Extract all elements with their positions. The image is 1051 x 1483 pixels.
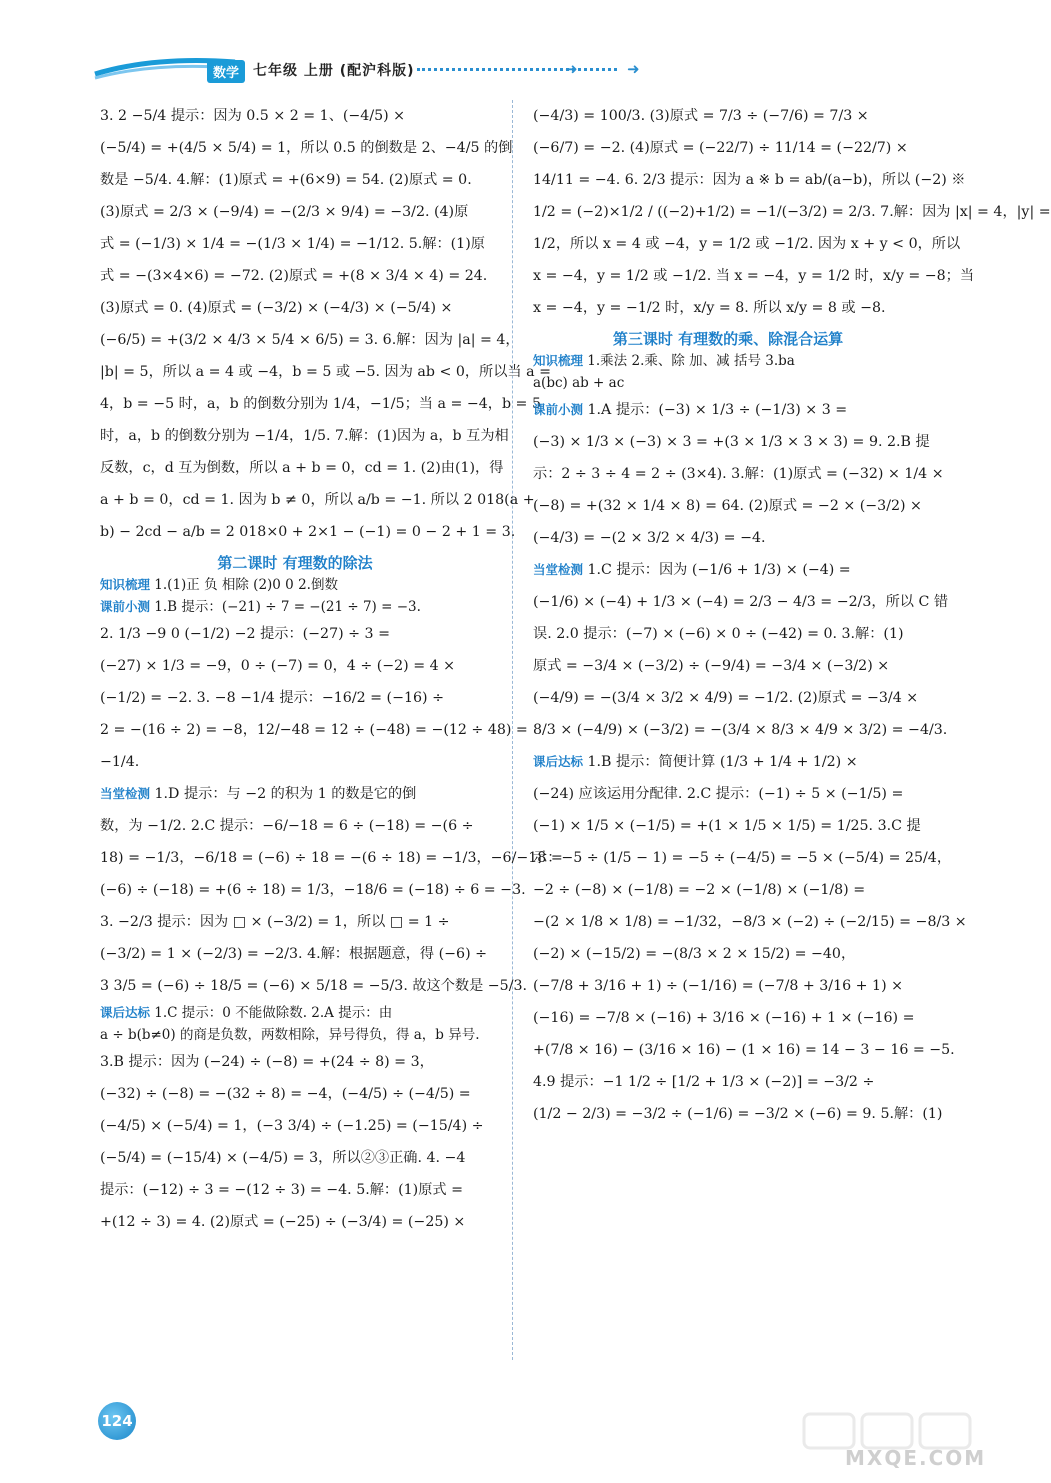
line-text: (−1/6) × (−4) + 1/3 × (−4) = 2/3 − 4/3 = −2/3，所以 C 错 <box>533 594 949 610</box>
line-text: +(7/8 × 16) − (3/16 × 16) − (1 × 16) = 14 − 3 − 16 = −5. <box>533 1042 955 1058</box>
line-text: +(12 ÷ 3) = 4. (2)原式 = (−25) ÷ (−3/4) = (−25) × <box>100 1214 466 1230</box>
header-dotted-line <box>417 68 617 71</box>
line-text: 原式 = −3/4 × (−3/2) ÷ (−9/4) = −3/4 × (−3/2) × <box>533 658 890 674</box>
answer-line <box>100 388 541 420</box>
answer-line <box>533 522 923 554</box>
line-text: 3.B 提示：因为 (−24) ÷ (−8) = +(24 ÷ 8) = 3， <box>100 1054 434 1070</box>
answer-line <box>100 1078 490 1110</box>
watermark-text: MXQE.COM <box>845 1446 987 1470</box>
line-text: 1.A 提示：(−3) × 1/3 ÷ (−1/3) × 3 = <box>583 402 848 418</box>
answer-line <box>100 574 490 596</box>
answer-line <box>533 842 952 874</box>
answer-line <box>533 938 923 970</box>
line-text: (−4/3) = −(2 × 3/2 × 4/3) = −4. <box>533 530 766 546</box>
answer-line <box>100 1174 490 1206</box>
book-info: 七年级 上册 (配沪科版) <box>253 63 415 79</box>
arrow-right-icon: ➜ <box>627 60 640 78</box>
line-text: (−2) × (−15/2) = −(8/3 × 2 × 15/2) = −40， <box>533 946 856 962</box>
answer-line <box>100 260 490 292</box>
line-text: −2 ÷ (−8) × (−1/8) = −2 × (−1/8) × (−1/8) = <box>533 882 866 898</box>
answer-line <box>100 164 490 196</box>
line-text: a ÷ b(b≠0) 的商是负数，两数相除，异号得负，得 a，b 异号. <box>100 1027 480 1043</box>
line-text: x = −4，y = −1/2 时，x/y = 8. 所以 x/y = 8 或 −8. <box>533 300 886 316</box>
answer-line <box>100 874 526 906</box>
line-text: (3)原式 = 0. (4)原式 = (−3/2) × (−4/3) × (−5/4) × <box>100 300 453 316</box>
line-text: 时，a，b 的倒数分别为 −1/4，1/5. 7.解：(1)因为 a，b 互为相 <box>100 428 509 444</box>
line-text: (−4/9) = −(3/4 × 3/2 × 4/9) = −1/2. (2)原式 = −3/4 × <box>533 690 919 706</box>
answer-line <box>533 228 961 260</box>
line-text: 4.9 提示：−1 1/2 ÷ [1/2 + 1/3 × (−2)] = −3/2 ÷ <box>533 1074 875 1090</box>
answer-line <box>100 682 490 714</box>
line-text: 数，为 −1/2. 2.C 提示：−6/−18 = 6 ÷ (−18) = −(6 ÷ <box>100 818 474 834</box>
answer-line <box>533 132 923 164</box>
left-column <box>100 100 563 1238</box>
answer-line <box>100 228 490 260</box>
answer-line <box>533 1066 923 1098</box>
line-text: 示：−5 ÷ (1/5 − 1) = −5 ÷ (−4/5) = −5 × (−5/4) = 25/4， <box>533 850 952 866</box>
line-text: b) − 2cd − a/b = 2 018×0 + 2×1 − (−1) = 0 − 2 + 1 = 3. <box>100 524 516 540</box>
answer-line <box>533 490 923 522</box>
answer-line <box>100 100 490 132</box>
answer-line <box>533 682 923 714</box>
line-text: 1.C 提示：因为 (−1/6 + 1/3) × (−4) = <box>583 562 851 578</box>
section-tag: 当堂检测 <box>533 562 584 577</box>
right-column <box>533 100 1051 1130</box>
line-text: (−4/5) × (−5/4) = 1，(−3 3/4) ÷ (−1.25) = (−15/4) ÷ <box>100 1118 484 1134</box>
answer-line <box>533 778 923 810</box>
answer-line <box>100 196 490 228</box>
line-text: (−6/5) = +(3/2 × 4/3 × 5/4 × 6/5) = 3. 6.解：因为 |a| = 4， <box>100 332 520 348</box>
answer-line <box>533 350 923 372</box>
answer-line <box>100 746 490 778</box>
answer-line <box>100 1024 490 1046</box>
section-tag: 知识梳理 <box>533 353 584 368</box>
line-text: 第二课时 有理数的除法 <box>217 554 373 572</box>
line-text: (−6/7) = −2. (4)原式 = (−22/7) ÷ 11/14 = (−22/7) × <box>533 140 908 156</box>
subject-badge: 数学 <box>207 60 245 83</box>
answer-line <box>533 372 923 394</box>
line-text: a + b = 0，cd = 1. 因为 b ≠ 0，所以 a/b = −1. 所以 2 018(a + <box>100 492 535 508</box>
line-text: 1.B 提示：简便计算 (1/3 + 1/4 + 1/2) × <box>583 754 858 770</box>
answer-line <box>100 906 490 938</box>
answer-line <box>533 970 923 1002</box>
answer-line <box>100 778 490 810</box>
line-text: 2 = −(16 ÷ 2) = −8，12/−48 = 12 ÷ (−48) = −(12 ÷ 48) = <box>100 722 528 738</box>
line-text: (−4/3) = 100/3. (3)原式 = 7/3 ÷ (−7/6) = 7/3 × <box>533 108 869 124</box>
line-text: 18) = −1/3，−6/18 = (−6) ÷ 18 = −(6 ÷ 18) = −1/3，−6/−18 = <box>100 850 563 866</box>
answer-line <box>533 1002 923 1034</box>
line-text: 2. 1/3 −9 0 (−1/2) −2 提示：(−27) ÷ 3 = <box>100 626 390 642</box>
page-number: 124 <box>101 1412 133 1430</box>
line-text: −1/4. <box>100 754 140 770</box>
line-text: x = −4，y = 1/2 或 −1/2. 当 x = −4，y = 1/2 时，x/y = −8；当 <box>533 268 975 284</box>
answer-line <box>533 164 966 196</box>
section-tag: 课前小测 <box>533 402 584 417</box>
answer-line <box>100 324 520 356</box>
answer-line <box>100 714 528 746</box>
section-tag: 课后达标 <box>533 754 584 769</box>
line-text: 3. 2 −5/4 提示：因为 0.5 × 2 = 1、(−4/5) × <box>100 108 406 124</box>
line-text: (−16) = −7/8 × (−16) + 3/16 × (−16) + 1 × (−16) = <box>533 1010 915 1026</box>
answer-line <box>100 618 490 650</box>
answer-line <box>100 650 490 682</box>
answer-line <box>533 292 923 324</box>
line-text: (−1/2) = −2. 3. −8 −1/4 提示：−16/2 = (−16) ÷ <box>100 690 444 706</box>
line-text: (−24) 应该运用分配律. 2.C 提示：(−1) ÷ 5 × (−1/5) = <box>533 786 904 802</box>
section-tag: 知识梳理 <box>100 577 151 592</box>
arrow-right-icon: ➜ <box>565 60 578 78</box>
line-text: (−3/2) = 1 × (−2/3) = −2/3. 4.解：根据题意，得 (−6) ÷ <box>100 946 487 962</box>
answer-line <box>100 938 490 970</box>
line-text: 1.D 提示：与 −2 的积为 1 的数是它的倒 <box>150 786 417 802</box>
line-text: |b| = 5，所以 a = 4 或 −4，b = 5 或 −5. 因为 ab < 0，所以当 a = <box>100 364 551 380</box>
answer-line <box>100 596 490 618</box>
answer-line <box>533 458 944 490</box>
line-text: 4，b = −5 时，a，b 的倒数分别为 1/4，−1/5；当 a = −4，b = 5 <box>100 396 541 412</box>
answer-line <box>533 714 948 746</box>
answer-line <box>533 746 923 778</box>
line-text: 8/3 × (−4/9) × (−3/2) = −(3/4 × 8/3 × 4/9 × 3/2) = −4/3. <box>533 722 948 738</box>
section-title <box>100 552 490 574</box>
line-text: 示：2 ÷ 3 ÷ 4 = 2 ÷ (3×4). 3.解：(1)原式 = (−32) × 1/4 × <box>533 466 944 482</box>
answer-line <box>100 1002 490 1024</box>
line-text: (1/2 − 2/3) = −3/2 ÷ (−1/6) = −3/2 × (−6) = 9. 5.解：(1) <box>533 1106 943 1122</box>
line-text: (3)原式 = 2/3 × (−9/4) = −(2/3 × 9/4) = −3/2. (4)原 <box>100 204 469 220</box>
answer-line <box>100 420 509 452</box>
answer-line <box>100 452 504 484</box>
answer-line <box>533 650 923 682</box>
line-text: 反数，c，d 互为倒数，所以 a + b = 0，cd = 1. (2)由(1)，得 <box>100 460 504 476</box>
section-tag: 当堂检测 <box>100 786 151 801</box>
answer-line <box>100 1046 490 1078</box>
answer-line <box>100 842 563 874</box>
line-text: 第三课时 有理数的乘、除混合运算 <box>612 330 844 348</box>
answer-line <box>100 1110 490 1142</box>
answer-line <box>533 394 923 426</box>
line-text: −(2 × 1/8 × 1/8) = −1/32，−8/3 × (−2) ÷ (−2/15) = −8/3 × <box>533 914 967 930</box>
answer-line <box>533 554 923 586</box>
line-text: 1.(1)正 负 相除 (2)0 0 2.倒数 <box>150 577 338 593</box>
line-text: 1.乘法 2.乘、除 加、减 括号 3.ba <box>583 353 795 369</box>
line-text: 提示：(−12) ÷ 3 = −(12 ÷ 3) = −4. 5.解：(1)原式 = <box>100 1182 463 1198</box>
section-tag: 课后达标 <box>100 1005 151 1020</box>
page-header <box>95 48 655 88</box>
line-text: 3 3/5 = (−6) ÷ 18/5 = (−6) × 5/18 = −5/3. 故这个数是 −5/3. <box>100 978 528 994</box>
answer-line <box>100 484 535 516</box>
line-text: 式 = (−1/3) × 1/4 = −(1/3 × 1/4) = −1/12. 5.解：(1)原 <box>100 236 485 252</box>
answer-line <box>100 356 551 388</box>
line-text: (−6) ÷ (−18) = +(6 ÷ 18) = 1/3，−18/6 = (−18) ÷ 6 = −3. <box>100 882 526 898</box>
line-text: (−5/4) = +(4/5 × 5/4) = 1，所以 0.5 的倒数是 2、−4/5 的倒 <box>100 140 513 156</box>
section-title <box>533 328 923 350</box>
answer-line <box>533 586 949 618</box>
answer-line <box>100 292 490 324</box>
line-text: (−32) ÷ (−8) = −(32 ÷ 8) = −4，(−4/5) ÷ (−4/5) = <box>100 1086 471 1102</box>
line-text: 误. 2.0 提示：(−7) × (−6) × 0 ÷ (−42) = 0. 3.解：(1) <box>533 626 904 642</box>
answer-line <box>533 196 1051 228</box>
answer-line <box>100 1142 490 1174</box>
answer-line <box>533 100 923 132</box>
answer-line <box>100 970 528 1002</box>
line-text: 14/11 = −4. 6. 2/3 提示：因为 a ※ b = ab/(a−b)，所以 (−2) ※ <box>533 172 966 188</box>
section-tag: 课前小测 <box>100 599 151 614</box>
line-text: 数是 −5/4. 4.解：(1)原式 = +(6×9) = 54. (2)原式 = 0. <box>100 172 472 188</box>
line-text: 1.B 提示：(−21) ÷ 7 = −(21 ÷ 7) = −3. <box>150 599 421 615</box>
answer-line <box>533 618 923 650</box>
answer-line <box>533 1034 955 1066</box>
line-text: (−5/4) = (−15/4) × (−4/5) = 3，所以②③正确. 4. −4 <box>100 1150 466 1166</box>
answer-line <box>533 874 923 906</box>
line-text: 1.C 提示：0 不能做除数. 2.A 提示：由 <box>150 1005 393 1021</box>
answer-line <box>100 810 490 842</box>
answer-line <box>533 906 967 938</box>
answer-line <box>533 260 975 292</box>
line-text: (−1) × 1/5 × (−1/5) = +(1 × 1/5 × 1/5) = 1/25. 3.C 提 <box>533 818 921 834</box>
line-text: (−3) × 1/3 × (−3) × 3 = +(3 × 1/3 × 3 × 3) = 9. 2.B 提 <box>533 434 930 450</box>
line-text: 1/2，所以 x = 4 或 −4，y = 1/2 或 −1/2. 因为 x + y < 0，所以 <box>533 236 961 252</box>
line-text: (−7/8 + 3/16 + 1) ÷ (−1/16) = (−7/8 + 3/16 + 1) × <box>533 978 904 994</box>
answer-line <box>533 426 930 458</box>
answer-line <box>100 1206 490 1238</box>
line-text: 式 = −(3×4×6) = −72. (2)原式 = +(8 × 3/4 × 4) = 24. <box>100 268 488 284</box>
answer-line <box>533 810 923 842</box>
line-text: 3. −2/3 提示：因为 □ × (−3/2) = 1，所以 □ = 1 ÷ <box>100 914 450 930</box>
line-text: (−27) × 1/3 = −9，0 ÷ (−7) = 0，4 ÷ (−2) = 4 × <box>100 658 456 674</box>
answer-line <box>100 516 516 548</box>
line-text: a(bc) ab + ac <box>533 375 625 391</box>
page-number-badge <box>98 1402 136 1440</box>
answer-line <box>533 1098 943 1130</box>
line-text: 1/2 = (−2)×1/2 / ((−2)+1/2) = −1/(−3/2) = 2/3. 7.解：因为 |x| = 4，|y| = <box>533 204 1051 220</box>
line-text: (−8) = +(32 × 1/4 × 8) = 64. (2)原式 = −2 × (−3/2) × <box>533 498 922 514</box>
answer-line <box>100 132 513 164</box>
